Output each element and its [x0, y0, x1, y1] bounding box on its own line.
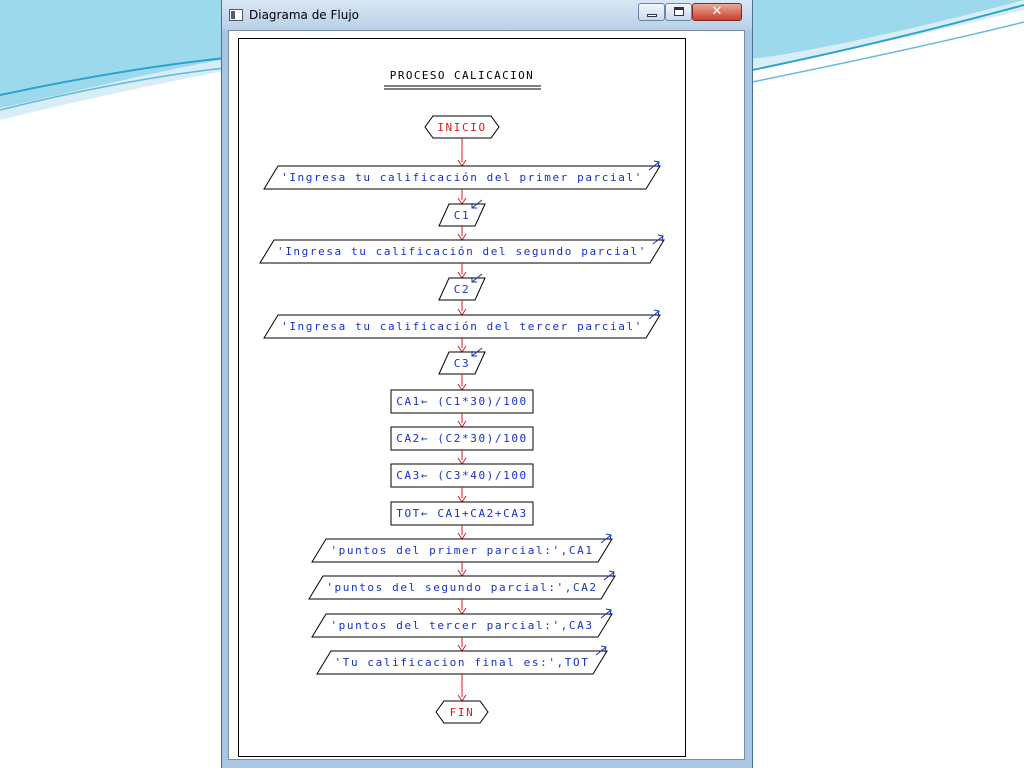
minimize-icon — [647, 14, 657, 17]
step-label: C3 — [453, 357, 471, 370]
output-step — [309, 576, 615, 599]
diagram-title: PROCESO CALICACION — [389, 69, 535, 82]
step-label: 'Ingresa tu calificación del segundo parcial' — [276, 245, 648, 258]
step-label: 'Tu calificacion final es:',TOT — [334, 656, 590, 669]
step-label: 'puntos del tercer parcial:',CA3 — [330, 619, 594, 632]
output-step — [317, 651, 607, 674]
step-label: 'Ingresa tu calificación del tercer parcial' — [281, 320, 643, 333]
input-step — [439, 278, 485, 300]
output-step — [312, 614, 612, 637]
close-icon: ✕ — [711, 4, 723, 19]
app-icon[interactable] — [229, 9, 243, 21]
step-label: 'puntos del primer parcial:',CA1 — [330, 544, 594, 557]
step-label: TOT← CA1+CA2+CA3 — [396, 507, 528, 520]
step-label: CA1← (C1*30)/100 — [396, 395, 528, 408]
minimize-button[interactable] — [638, 3, 665, 21]
maximize-button[interactable] — [665, 3, 692, 21]
close-button[interactable] — [692, 3, 742, 21]
title-bar[interactable] — [222, 0, 752, 30]
flowchart — [239, 39, 685, 756]
process-step — [391, 390, 533, 413]
step-label: CA2← (C2*30)/100 — [396, 432, 528, 445]
step-label: C1 — [453, 209, 471, 222]
window-title: Diagrama de Flujo — [249, 8, 360, 22]
output-step — [312, 539, 612, 562]
step-label: CA3← (C3*40)/100 — [396, 469, 528, 482]
diagram-page — [238, 38, 686, 757]
output-step — [264, 315, 660, 338]
step-label: C2 — [453, 283, 471, 296]
output-step — [260, 240, 664, 263]
client-area — [228, 30, 745, 760]
step-label: 'puntos del segundo parcial:',CA2 — [326, 581, 598, 594]
input-step — [439, 352, 485, 374]
process-step — [391, 427, 533, 450]
step-label: 'Ingresa tu calificación del primer parcial' — [281, 171, 643, 184]
maximize-icon — [674, 7, 684, 16]
process-step — [391, 502, 533, 525]
process-step — [391, 464, 533, 487]
start-terminal-label: INICIO — [437, 121, 487, 134]
output-step — [264, 166, 660, 189]
flowchart-window — [221, 0, 753, 768]
input-step — [439, 204, 485, 226]
end-terminal-label: FIN — [449, 706, 475, 719]
